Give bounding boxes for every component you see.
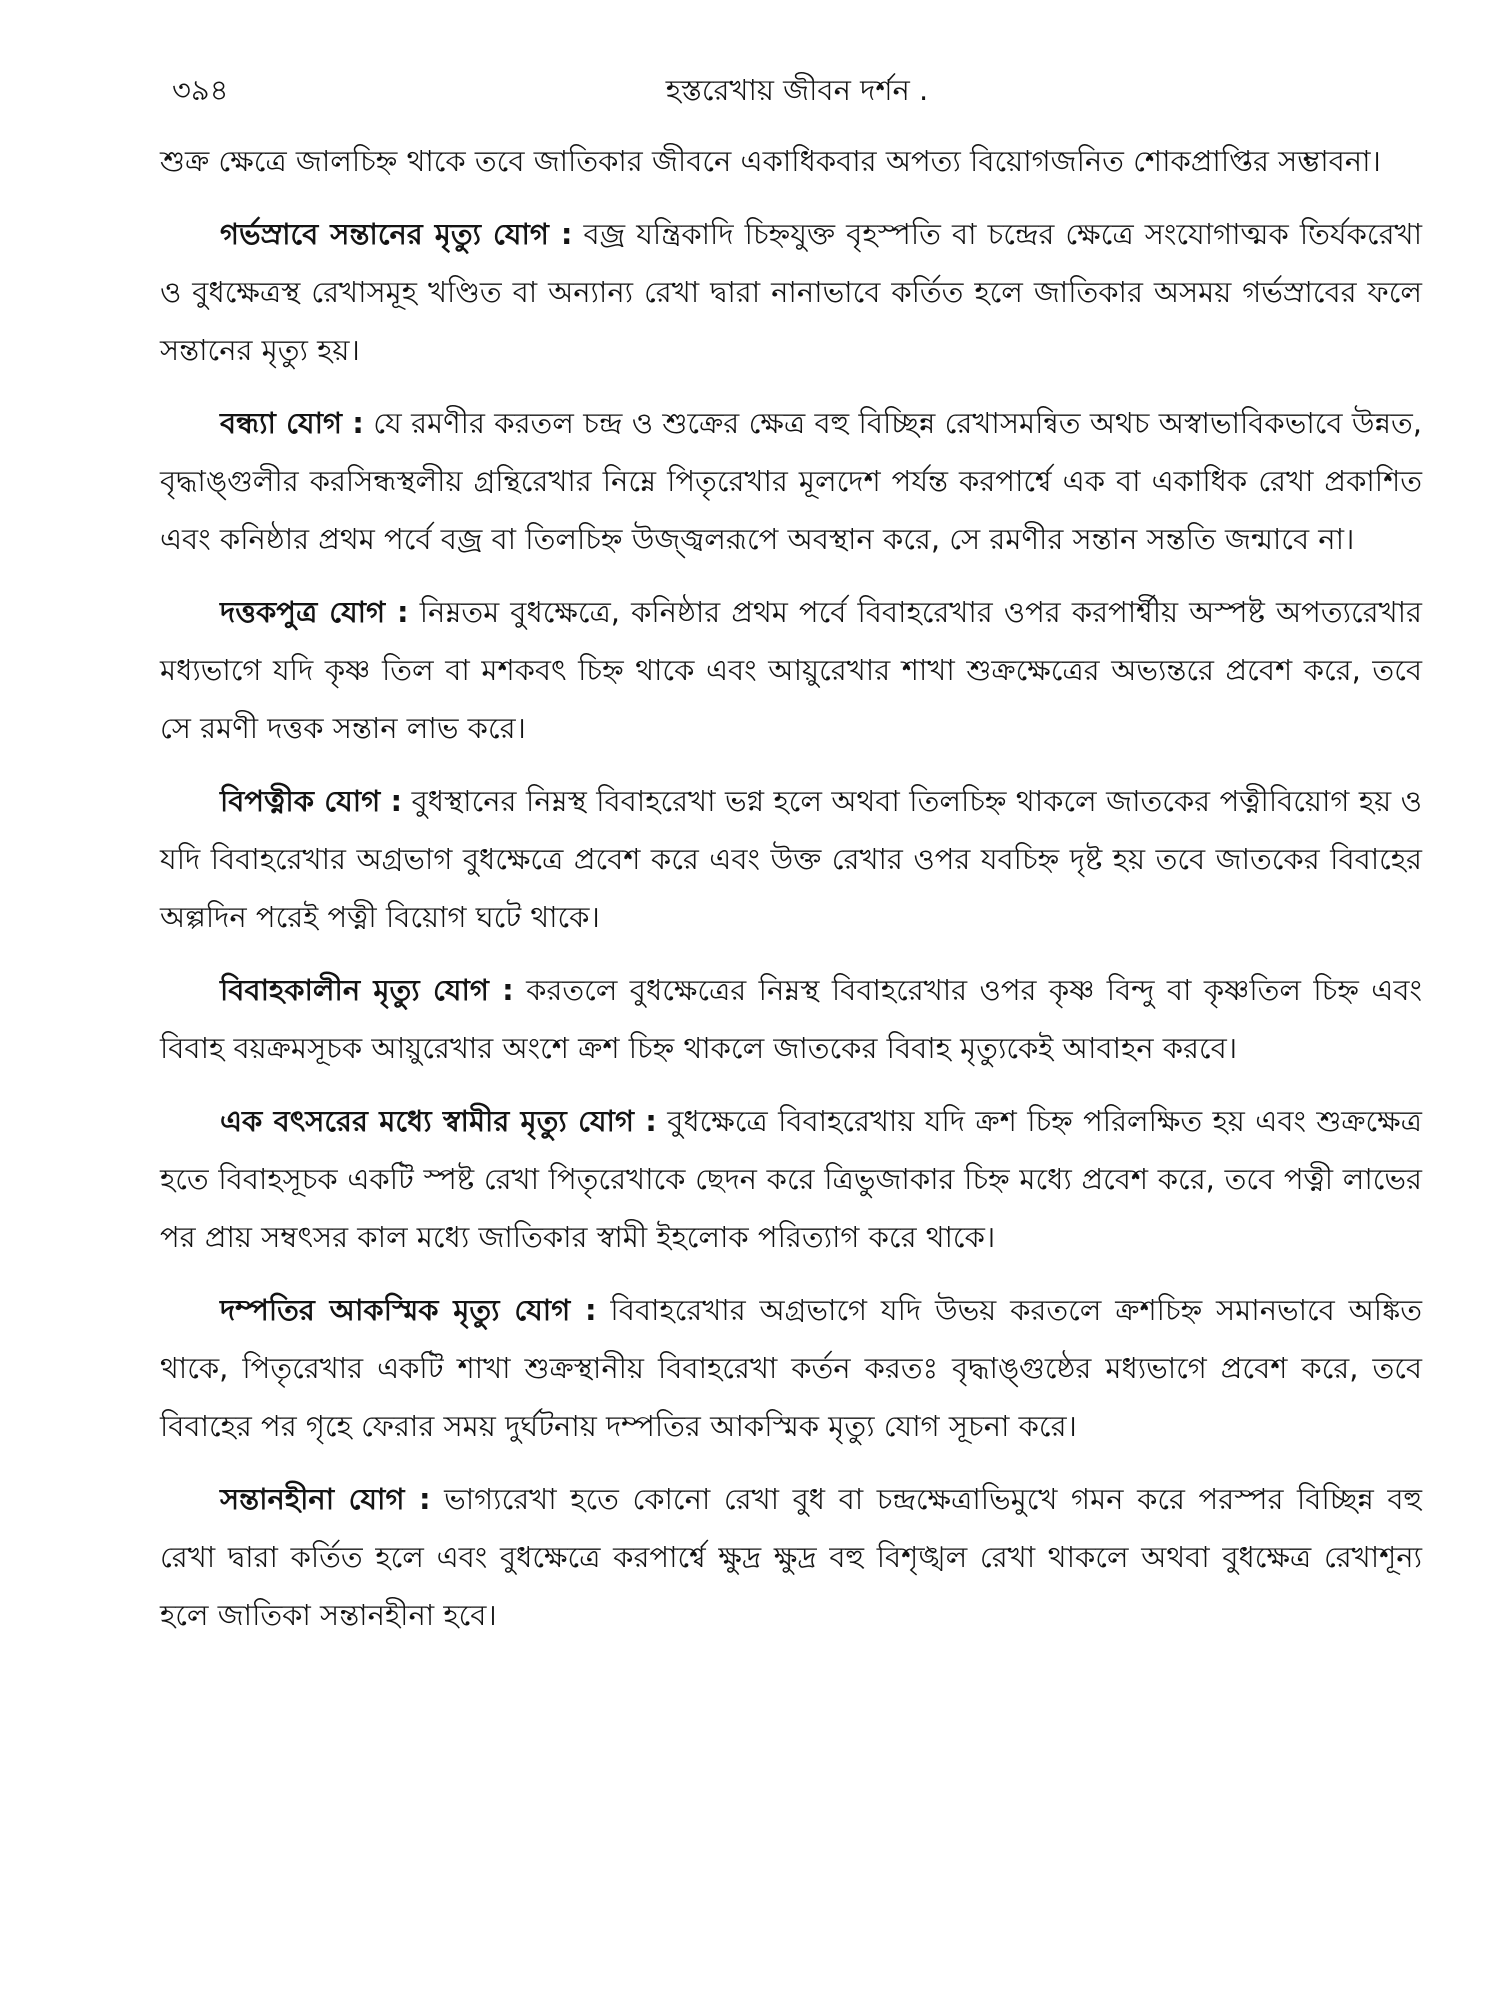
- paragraph-text: শুক্র ক্ষেত্রে জালচিহ্ন থাকে তবে জাতিকার জীবনে একাধিকবার অপত্য বিয়োগজনিত শোকপ্রাপ্তির সম্ভাবনা।: [160, 144, 1381, 178]
- paragraph-text: বিবাহরেখার অগ্রভাগে যদি উভয় করতলে ক্রশচিহ্ন সমানভাবে অঙ্কিত থাকে, পিতৃরেখার একটি শাখা শুক্রস্থানীয় বিবাহরেখা কর্তন করতঃ বৃদ্ধাঙ্গুষ্ঠের মধ্যভাগে প্রবেশ করে, তবে বিবাহের পর গৃহে ফেরার সময় দুর্ঘটনায় দম্পতির আকস্মিক মৃত্যু যোগ সূচনা করে।: [160, 1293, 1422, 1443]
- paragraph-heading: দম্পতির আকস্মিক মৃত্যু যোগ :: [220, 1293, 597, 1327]
- paragraph-continuation: [160, 132, 1422, 190]
- page-number: ৩৯৪: [172, 73, 229, 107]
- paragraph-text: বজ্র যন্ত্রিকাদি চিহ্নযুক্ত বৃহস্পতি বা চন্দ্রের ক্ষেত্রে সংযোগাত্মক তির্যকরেখা ও বুধক্ষেত্রস্থ রেখাসমূহ খণ্ডিত বা অন্যান্য রেখা দ্বারা নানাভাবে কর্তিত হলে জাতিকার অসময় গর্ভস্রাবের ফলে সন্তানের মৃত্যু হয়।: [160, 217, 1422, 367]
- paragraph-text: বুধক্ষেত্রে বিবাহরেখায় যদি ক্রশ চিহ্ন পরিলক্ষিত হয় এবং শুক্রক্ষেত্র হতে বিবাহসূচক একটি স্পষ্ট রেখা পিতৃরেখাকে ছেদন করে ত্রিভুজাকার চিহ্ন মধ্যে প্রবেশ করে, তবে পত্নী লাভের পর প্রায় সম্বৎসর কাল মধ্যে জাতিকার স্বামী ইহলোক পরিত্যাগ করে থাকে।: [160, 1104, 1422, 1254]
- paragraph-heading: বিপত্নীক যোগ :: [220, 784, 403, 818]
- running-title: হস্তরেখায় জীবন দর্শন .: [665, 73, 929, 107]
- paragraph-heading: বিবাহকালীন মৃত্যু যোগ :: [220, 973, 514, 1007]
- paragraph-heading: সন্তানহীনা যোগ :: [220, 1482, 431, 1516]
- paragraph-miscarriage-yoga: [160, 205, 1422, 379]
- paragraph-heading: এক বৎসরের মধ্যে স্বামীর মৃত্যু যোগ :: [220, 1104, 657, 1138]
- paragraph-heading: গর্ভস্রাবে সন্তানের মৃত্যু যোগ :: [220, 217, 573, 251]
- paragraph-husband-death-yoga: [160, 1092, 1422, 1266]
- paragraph-widower-yoga: [160, 772, 1422, 946]
- page-header: [172, 60, 1422, 120]
- paragraph-heading: বন্ধ্যা যোগ :: [220, 406, 364, 440]
- paragraph-heading: দত্তকপুত্র যোগ :: [220, 595, 409, 629]
- page-body: [160, 132, 1422, 1659]
- paragraph-childless-yoga: [160, 1470, 1422, 1644]
- paragraph-text: বুধস্থানের নিম্নস্থ বিবাহরেখা ভগ্ন হলে অথবা তিলচিহ্ন থাকলে জাতকের পত্নীবিয়োগ হয় ও যদি বিবাহরেখার অগ্রভাগ বুধক্ষেত্রে প্রবেশ করে এবং উক্ত রেখার ওপর যবচিহ্ন দৃষ্ট হয় তবে জাতকের বিবাহের অল্পদিন পরেই পত্নী বিয়োগ ঘটে থাকে।: [160, 784, 1422, 934]
- paragraph-text: যে রমণীর করতল চন্দ্র ও শুক্রের ক্ষেত্র বহু বিচ্ছিন্ন রেখাসমন্বিত অথচ অস্বাভাবিকভাবে উন্নত, বৃদ্ধাঙ্গুলীর করসিন্ধস্থলীয় গ্রন্থিরেখার নিম্নে পিতৃরেখার মূলদেশ পর্যন্ত করপার্শ্বে এক বা একাধিক রেখা প্রকাশিত এবং কনিষ্ঠার প্রথম পর্বে বজ্র বা তিলচিহ্ন উজ্জ্বলরূপে অবস্থান করে, সে রমণীর সন্তান সন্ততি জন্মাবে না।: [160, 406, 1422, 556]
- paragraph-text: করতলে বুধক্ষেত্রের নিম্নস্থ বিবাহরেখার ওপর কৃষ্ণ বিন্দু বা কৃষ্ণতিল চিহ্ন এবং বিবাহ বয়ক্রমসূচক আয়ুরেখার অংশে ক্রশ চিহ্ন থাকলে জাতকের বিবাহ মৃত্যুকেই আবাহন করবে।: [160, 973, 1422, 1065]
- paragraph-adopted-son-yoga: [160, 583, 1422, 757]
- paragraph-couple-sudden-death-yoga: [160, 1281, 1422, 1455]
- paragraph-marriage-death-yoga: [160, 961, 1422, 1077]
- paragraph-barren-yoga: [160, 394, 1422, 568]
- paragraph-text: নিম্নতম বুধক্ষেত্রে, কনিষ্ঠার প্রথম পর্বে বিবাহরেখার ওপর করপার্শ্বীয় অস্পষ্ট অপত্যরেখার মধ্যভাগে যদি কৃষ্ণ তিল বা মশকবৎ চিহ্ন থাকে এবং আয়ুরেখার শাখা শুক্রক্ষেত্রের অভ্যন্তরে প্রবেশ করে, তবে সে রমণী দত্তক সন্তান লাভ করে।: [160, 595, 1422, 745]
- paragraph-text: ভাগ্যরেখা হতে কোনো রেখা বুধ বা চন্দ্রক্ষেত্রাভিমুখে গমন করে পরস্পর বিচ্ছিন্ন বহু রেখা দ্বারা কর্তিত হলে এবং বুধক্ষেত্রে করপার্শ্বে ক্ষুদ্র ক্ষুদ্র বহু বিশৃঙ্খল রেখা থাকলে অথবা বুধক্ষেত্র রেখাশূন্য হলে জাতিকা সন্তানহীনা হবে।: [160, 1482, 1422, 1632]
